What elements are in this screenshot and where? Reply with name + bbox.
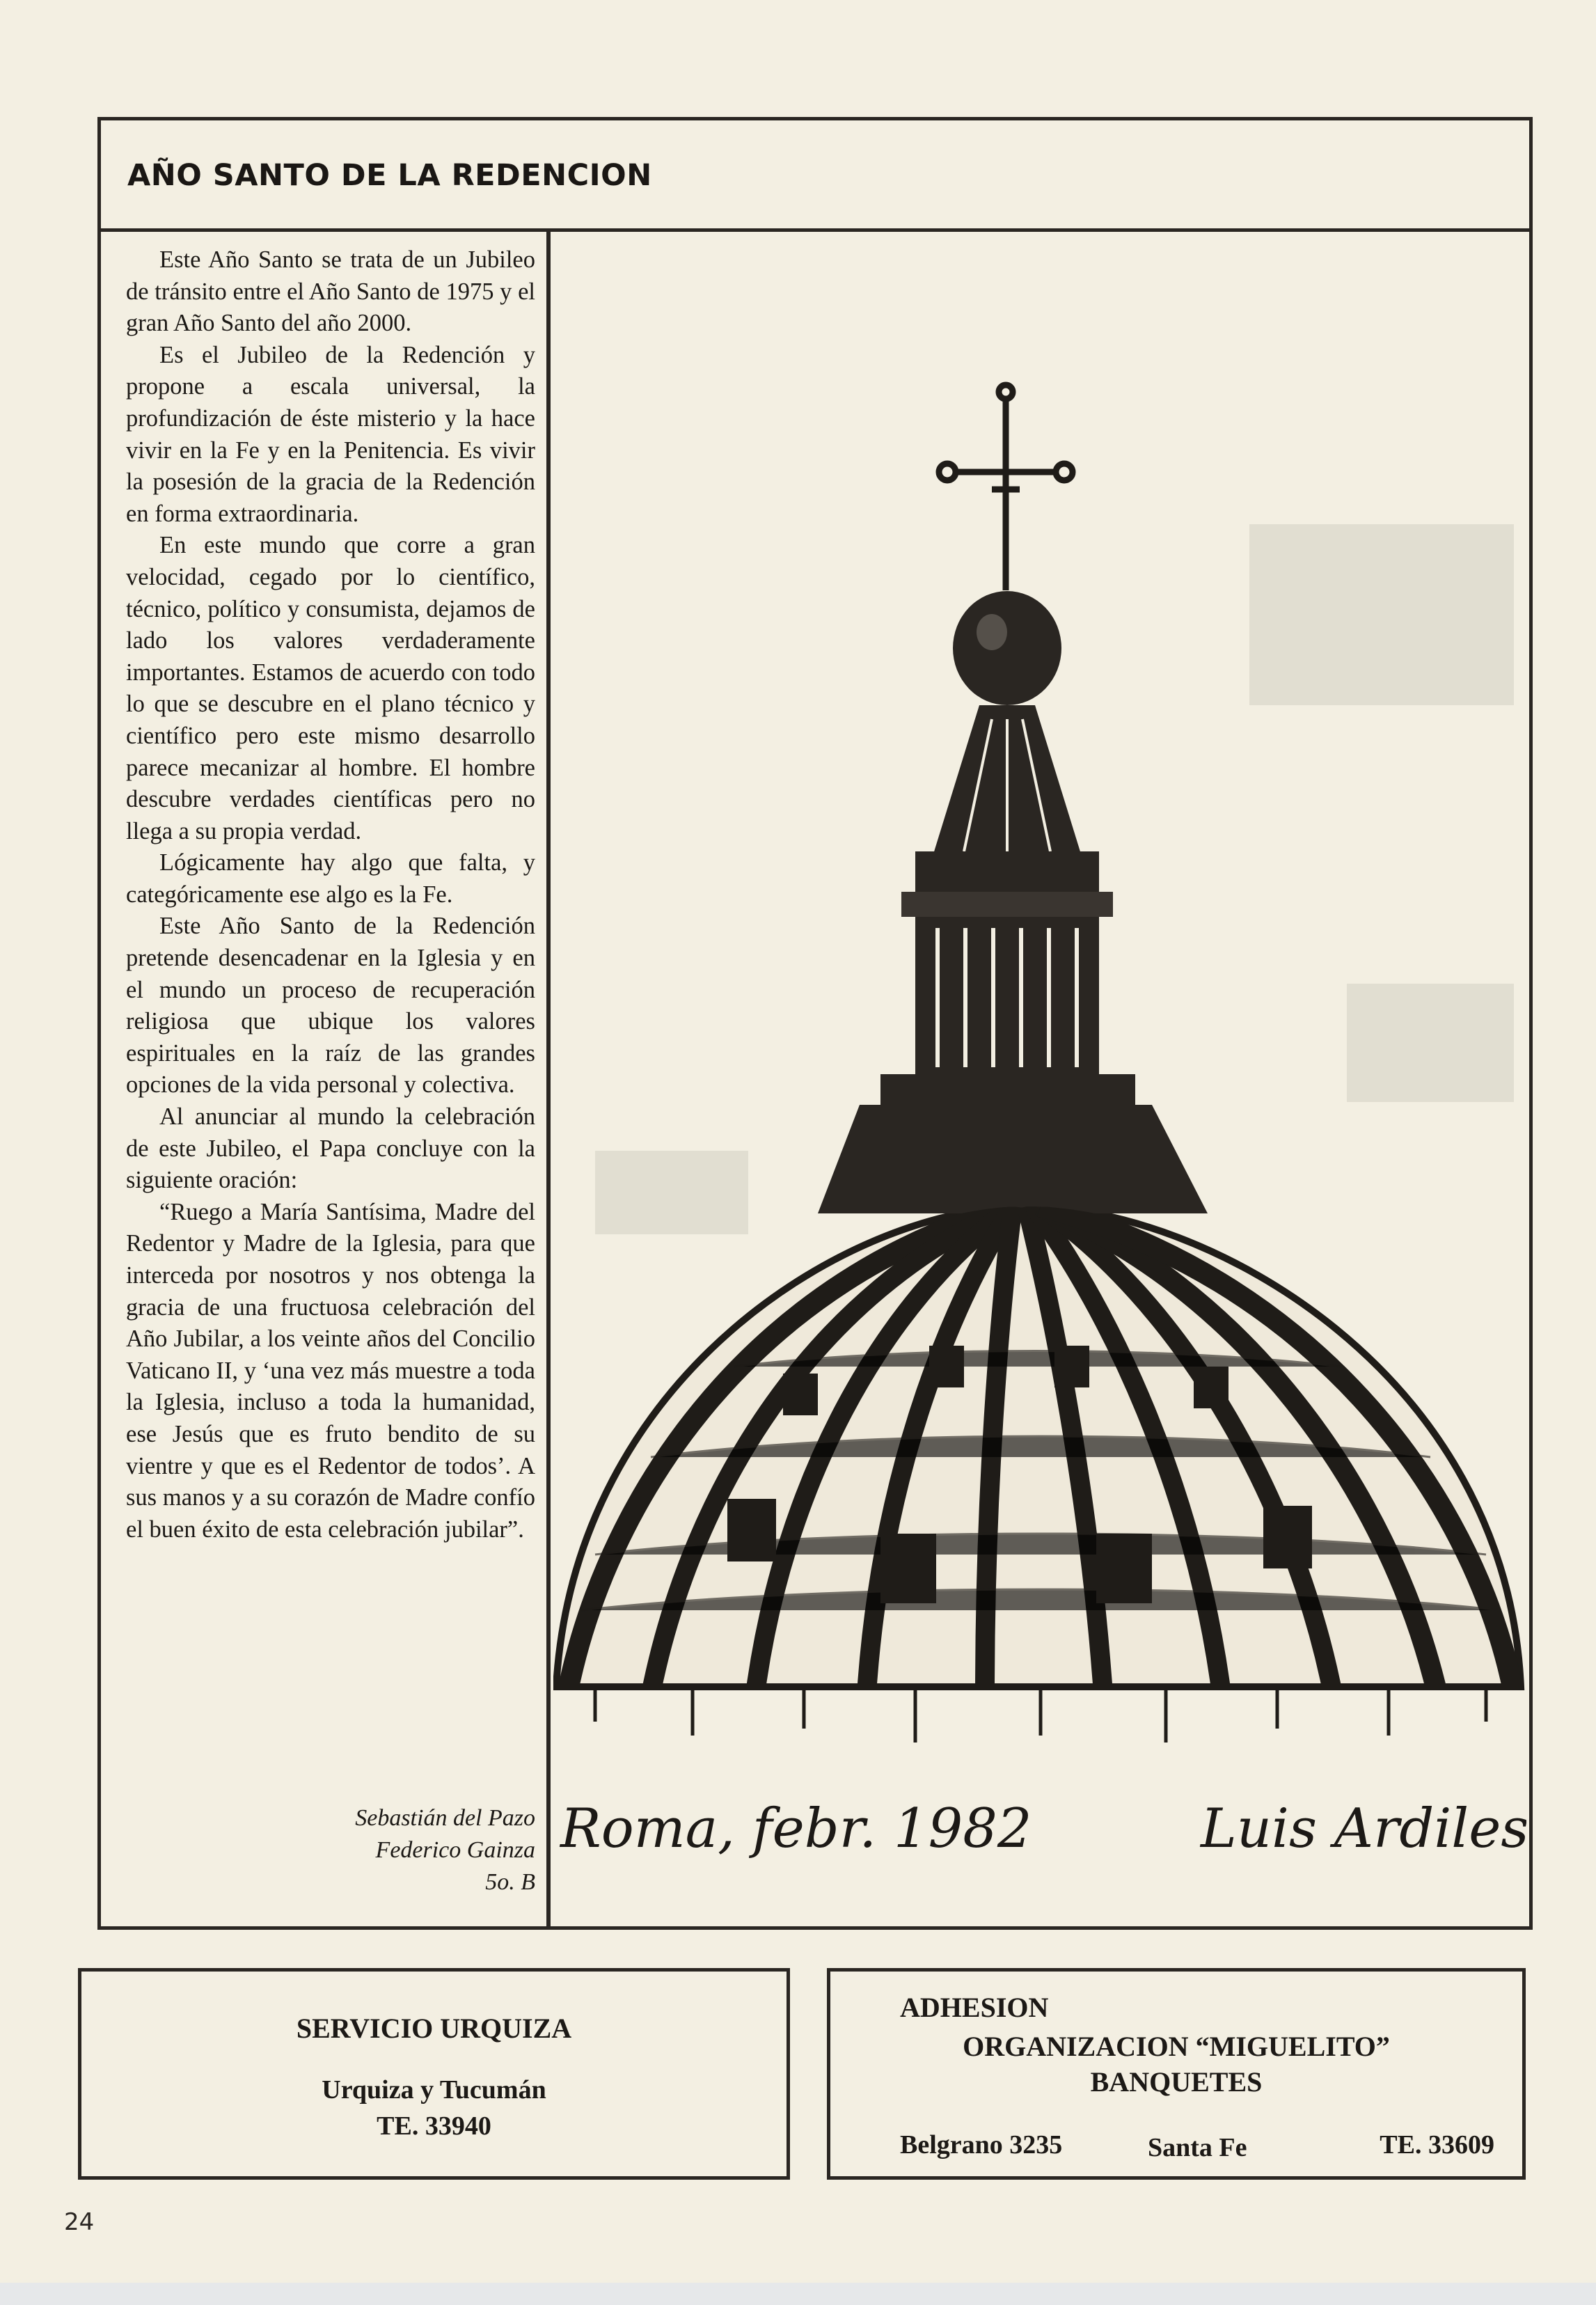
article-paragraph: Lógicamente hay algo que falta, y categóricamente ese algo es la Fe. xyxy=(126,849,535,908)
ad-address: Urquiza y Tucumán xyxy=(322,2075,546,2105)
article-paragraph: Este Año Santo de la Redención pretende desencadenar en la Iglesia y en el mundo un proceso de recuperación religiosa que ubique los valores espirituales en la raíz de las grandes opciones de la vida personal y colectiva. xyxy=(126,913,535,1099)
dome-crown xyxy=(818,1105,1208,1213)
page-number: 24 xyxy=(64,2208,95,2236)
lantern-drum xyxy=(915,917,1099,1077)
lantern-ring xyxy=(915,851,1099,893)
illustration-inscription: Roma, febr. 1982 xyxy=(560,1797,1032,1860)
ad-business-kind: BANQUETES xyxy=(1090,2066,1263,2098)
ad-organization: ORGANIZACION “MIGUELITO” xyxy=(963,2031,1390,2062)
orb-highlight xyxy=(977,614,1007,650)
ad-phone: TE. 33940 xyxy=(377,2111,491,2141)
scan-edge xyxy=(0,2283,1596,2305)
article-paragraph: Este Año Santo se trata de un Jubileo de tránsito entre el Año Santo de 1975 y el gran Año Santo del año 2000. xyxy=(126,246,535,337)
ad-label: ADHESION xyxy=(900,1992,1049,2023)
ad-servicio-urquiza xyxy=(78,1968,790,2180)
ad-business-name: SERVICIO URQUIZA xyxy=(296,2013,572,2044)
ad-address: Belgrano 3235 xyxy=(900,2130,1063,2160)
ad-phone: TE. 33609 xyxy=(1380,2130,1494,2160)
article-authors xyxy=(355,1802,535,1898)
lantern-base xyxy=(880,1074,1135,1105)
lantern-cornice xyxy=(901,892,1113,917)
article-paragraph: En este mundo que corre a gran velocidad, cegado por lo científico, técnico, político y consumista, dejamos de lado los valores verdaderamente importantes. Estamos de acuerdo con todo lo que se descubre en el plano técnico y científico pero este mismo desarrollo parece mecanizar al hombre. El hombre descubre verdades científicas pero no llega a su propia verdad. xyxy=(126,532,535,844)
ad-miguelito xyxy=(827,1968,1526,2180)
author-name: Sebastián del Pazo xyxy=(355,1805,535,1831)
article-paragraph: Es el Jubileo de la Redención y propone a escala universal, la profundización de éste misterio y la hace vivir en la Fe y en la Penitencia. Es vivir la posesión de la gracia de la Redención en forma extraordinaria. xyxy=(126,341,535,527)
article-paragraph: “Ruego a María Santísima, Madre del Redentor y Madre de la Iglesia, para que interceda por nosotros y nos obtenga la gracia de una fructuosa celebración del Año Jubilar, a los veinte años del Concilio Vaticano II, y ‘una vez más muestre a toda la Iglesia, incluso a toda la humanidad, ese Jesús que es fruto bendito de su vientre y que es el Redentor de todos’. A sus manos y a su corazón de Madre confío el buen éxito de esta celebración jubilar”. xyxy=(126,1198,535,1543)
article-title: AÑO SANTO DE LA REDENCION xyxy=(127,158,652,193)
article-paragraph: Al anunciar al mundo la celebración de este Jubileo, el Papa concluye con la siguiente oración: xyxy=(126,1103,535,1194)
dome-illustration xyxy=(553,232,1529,1924)
ad-city: Santa Fe xyxy=(1148,2133,1247,2162)
author-name: Federico Gainza xyxy=(375,1837,535,1863)
dome-orb xyxy=(953,591,1061,705)
article-frame xyxy=(97,117,1533,1930)
authors-area xyxy=(101,120,551,1926)
artist-signature: Luis Ardiles xyxy=(1201,1797,1529,1860)
author-class: 5o. B xyxy=(485,1869,535,1895)
dome-drawing xyxy=(553,232,1529,1924)
